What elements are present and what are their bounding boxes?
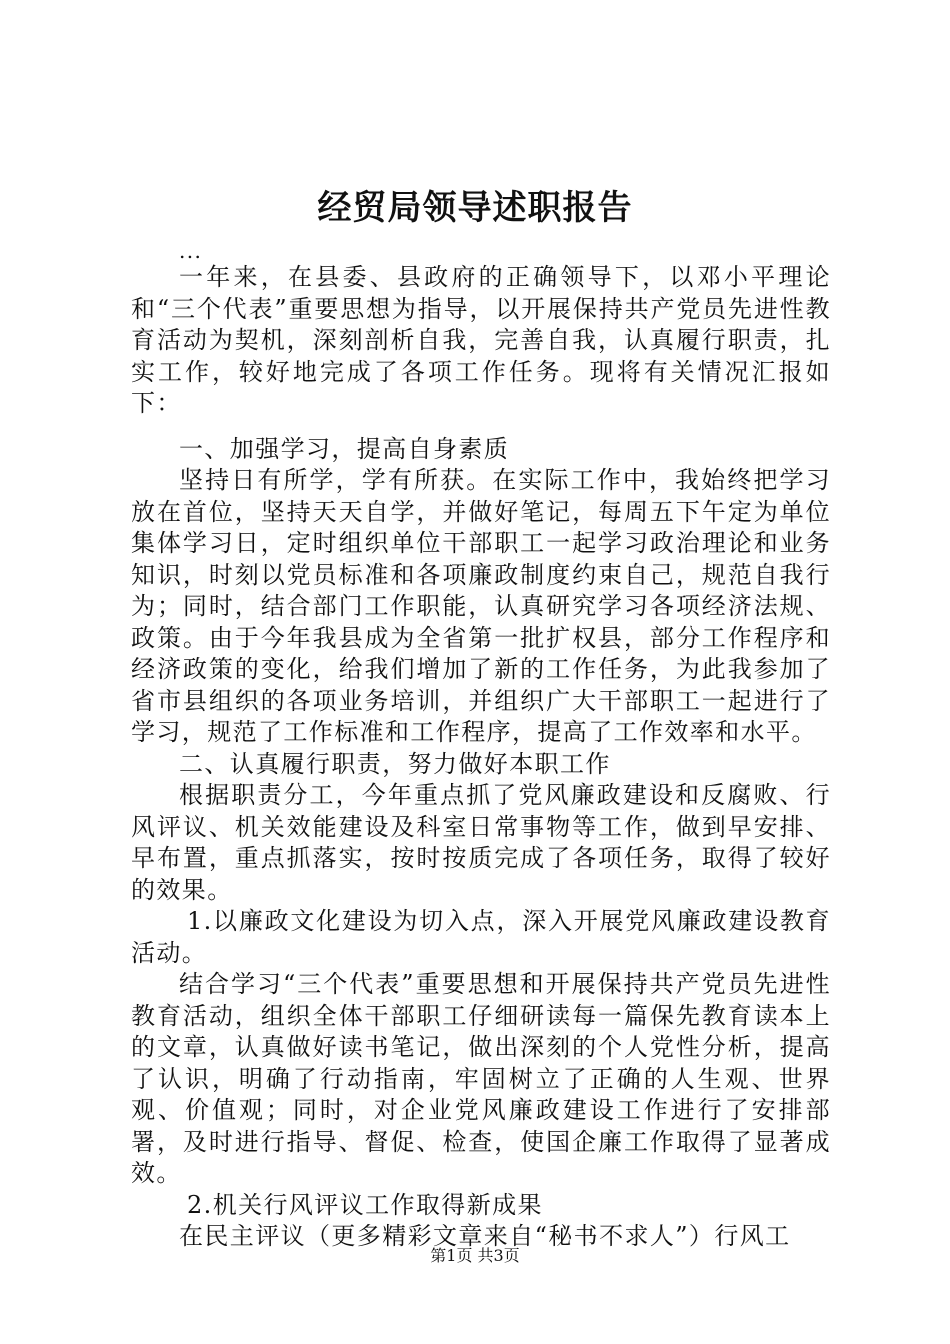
document-body <box>131 240 831 1253</box>
document-title: 经贸局领导述职报告 <box>317 188 633 228</box>
subsection-heading-2: 2.机关行风评议工作取得新成果 <box>187 1190 543 1219</box>
subsection-2-paragraph: 在民主评议（更多精彩文章来自“秘书不求人”）行风工 <box>179 1222 791 1250</box>
subsection-heading-1: 1.以廉政文化建设为切入点，深入开展党风廉政建设教育活动。 <box>131 907 831 967</box>
section-heading-2: 二、认真履行职责，努力做好本职工作 <box>179 749 611 778</box>
section-1-paragraph: 坚持日有所学，学有所获。在实际工作中，我始终把学习放在首位，坚持天天自学，并做好笔记，每周五下午定为单位集体学习日，定时组织单位干部职工一起学习政治理论和业务知识，时刻以党员标准和各项廉政制度约束自己，规范自我行为；同时，结合部门工作职能，认真研究学习各项经济法规、政策。由于今年我县成为全省第一批扩权县，部分工作程序和经济政策的变化，给我们增加了新的工作任务，为此我参加了省市县组织的各项业务培训，并组织广大干部职工一起进行了学习，规范了工作标准和工作程序，提高了工作效率和水平。 <box>131 466 831 746</box>
section-2-paragraph: 根据职责分工，今年重点抓了党风廉政建设和反腐败、行风评议、机关效能建设及科室日常事物等工作，做到早安排、早布置，重点抓落实，按时按质完成了各项任务，取得了较好的效果。 <box>131 781 831 904</box>
ellipsis-marker: ... <box>179 239 203 263</box>
page-footer: 第1页 共3页 <box>430 1246 520 1265</box>
section-heading-1: 一、加强学习，提高自身素质 <box>179 434 510 463</box>
subsection-1-paragraph: 结合学习“三个代表”重要思想和开展保持共产党员先进性教育活动，组织全体干部职工仔细研读每一篇保先教育读本上的文章，认真做好读书笔记，做出深刻的个人党性分析，提高了认识，明确了行动指南，牢固树立了正确的人生观、世界观、价值观；同时，对企业党风廉政建设工作进行了安排部署，及时进行指导、督促、检查，使国企廉工作取得了显著成效。 <box>131 970 831 1187</box>
intro-paragraph: 一年来，在县委、县政府的正确领导下，以邓小平理论和“三个代表”重要思想为指导，以开展保持共产党员先进性教育活动为契机，深刻剖析自我，完善自我，认真履行职责，扎实工作，较好地完成了各项工作任务。现将有关情况汇报如下： <box>131 263 831 417</box>
